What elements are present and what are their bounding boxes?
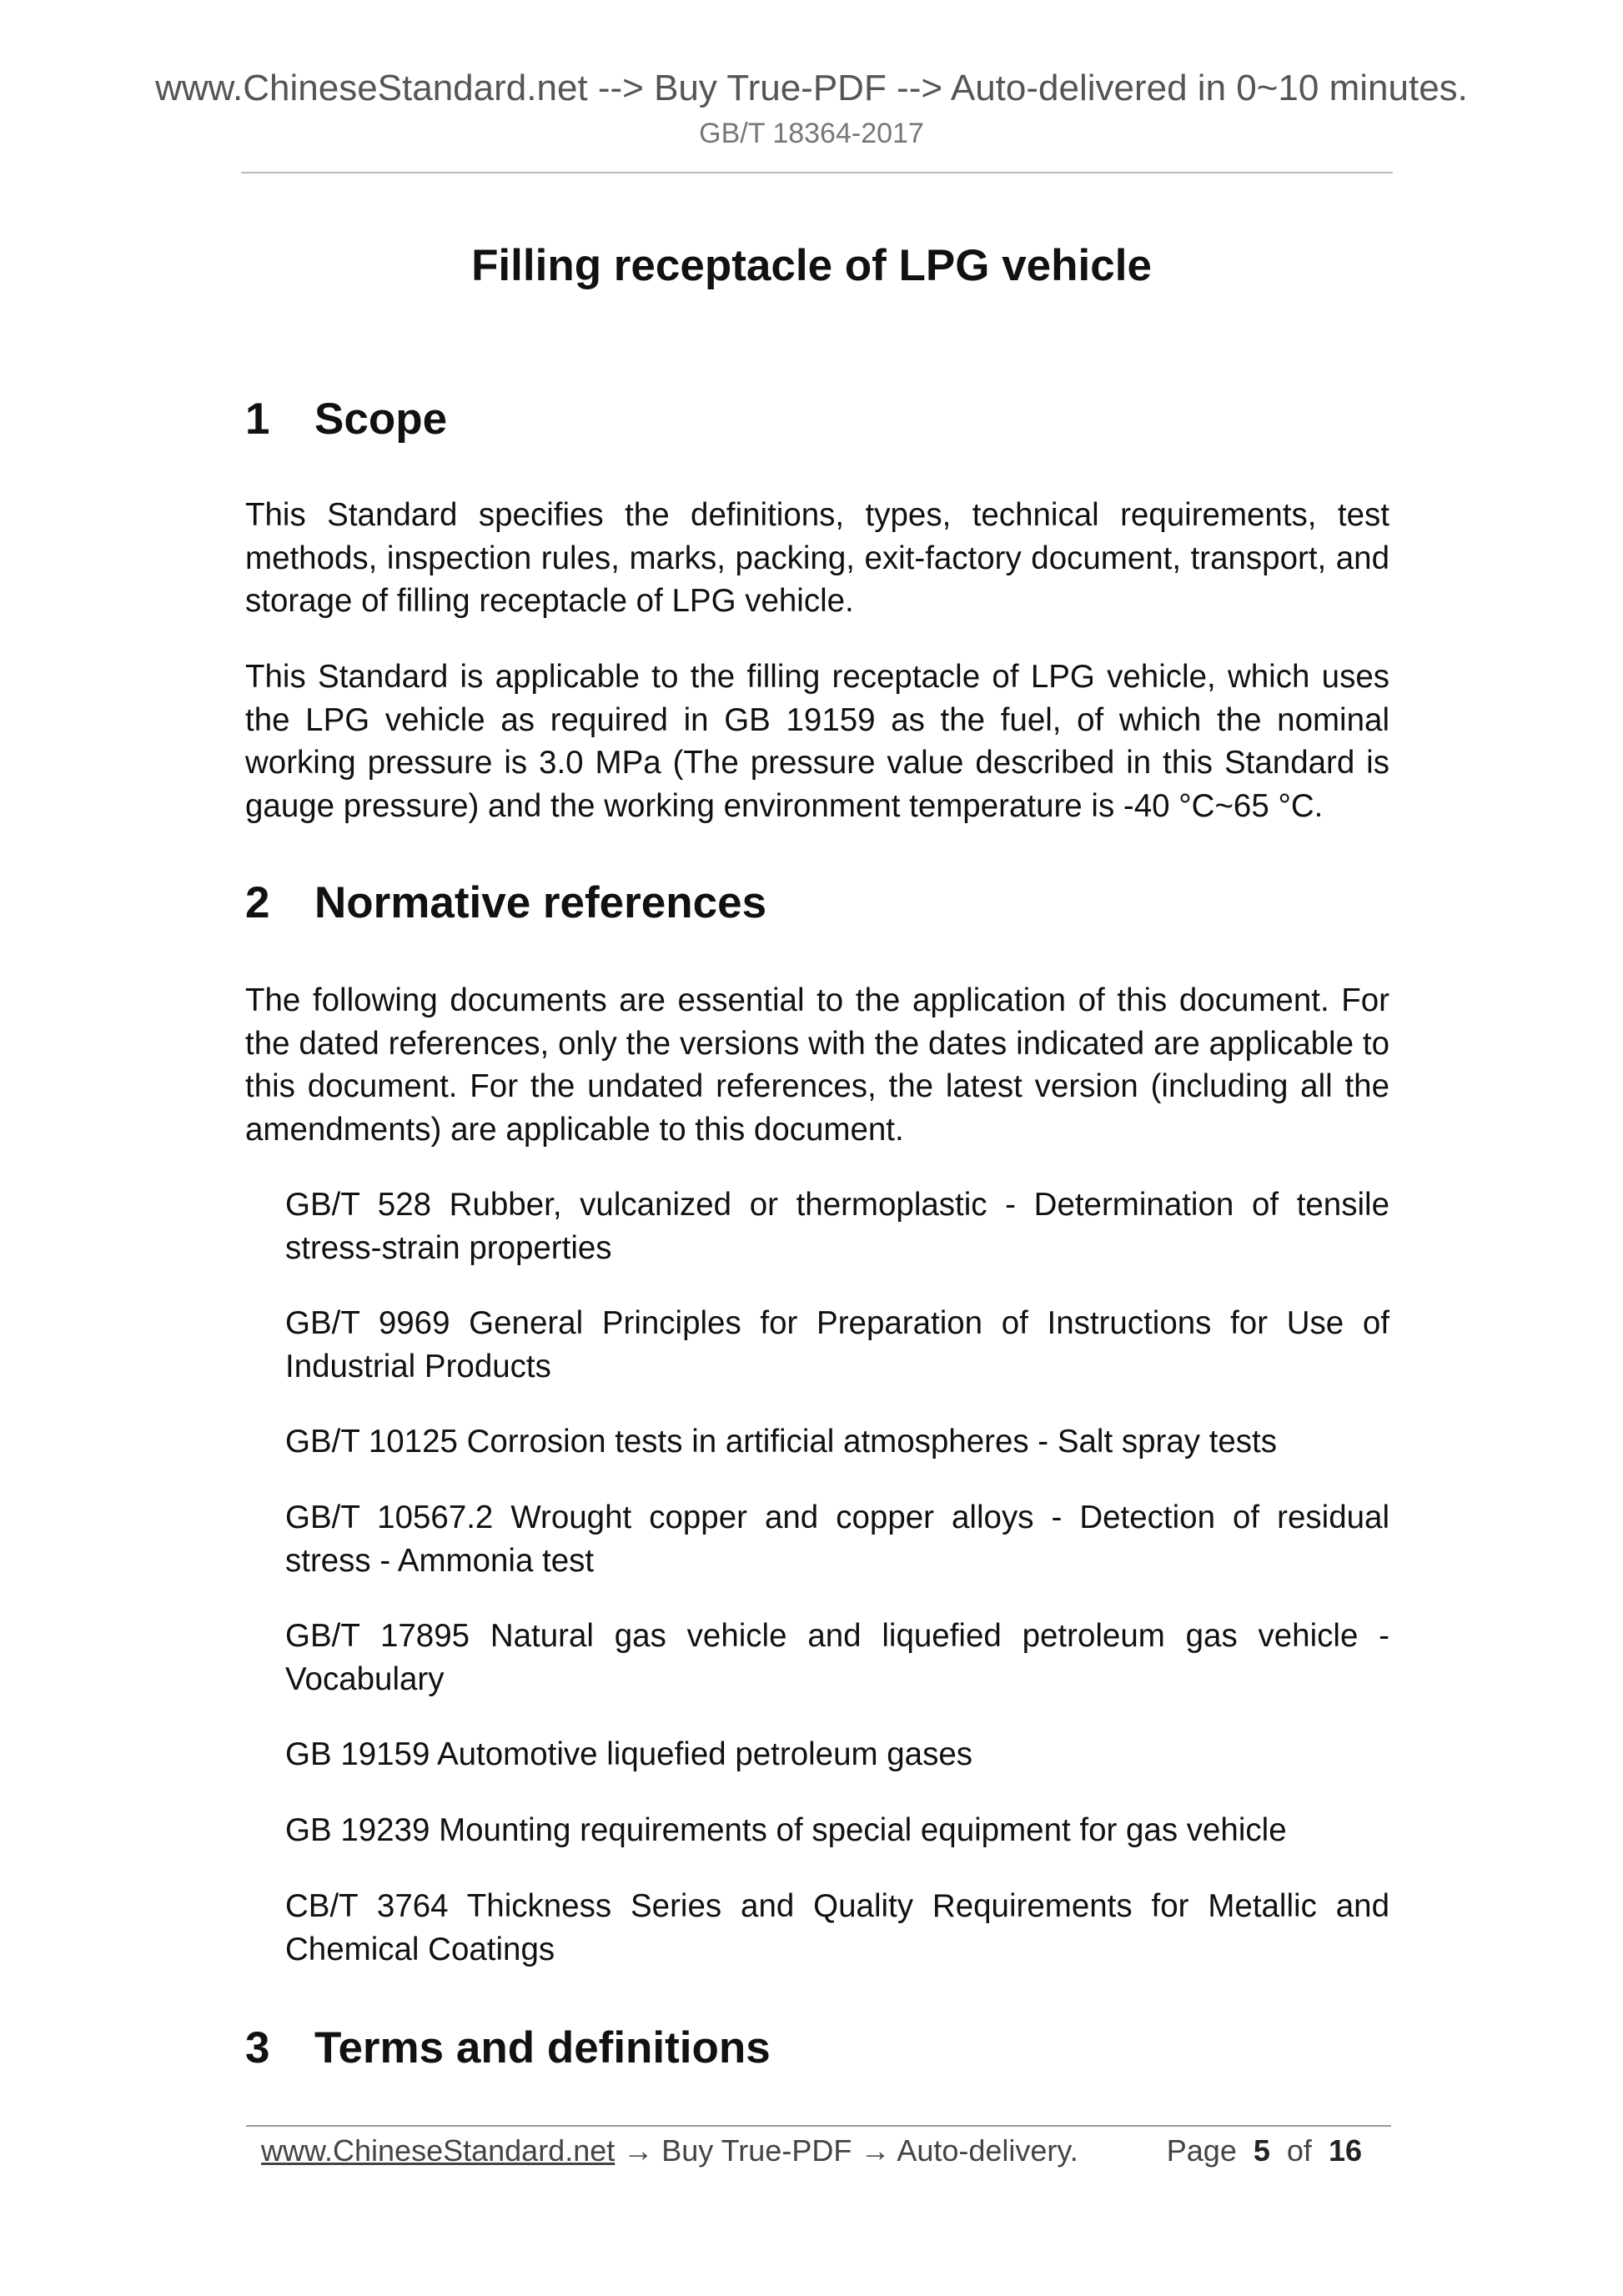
page-word: Page [1166,2133,1237,2168]
document-title: Filling receptacle of LPG vehicle [471,241,1152,290]
of-word: of [1286,2133,1312,2168]
section-title: Scope [314,394,448,444]
header-banner: www.ChineseStandard.net --> Buy True-PDF --> Auto-delivered in 0~10 minutes. [155,68,1468,108]
section-number: 1 [245,394,270,444]
header-doc-id: GB/T 18364-2017 [699,118,924,149]
reference-item: GB 19159 Automotive liquefied petroleum gases [285,1736,972,1772]
footer-buy-text: → Buy True-PDF → Auto-delivery. [615,2133,1078,2168]
reference-item: GB/T 528 Rubber, vulcanized or thermoplastic - Determination of tensile stress-strain properties [285,1187,1389,1266]
section-title: Normative references [314,878,767,927]
reference-item: GB/T 9969 General Principles for Preparation of Instructions for Use of Industrial Products [285,1305,1389,1384]
reference-item: CB/T 3764 Thickness Series and Quality Requirements for Metallic and Chemical Coatings [285,1888,1389,1967]
reference-item: GB/T 10125 Corrosion tests in artificial atmospheres - Salt spray tests [285,1424,1278,1459]
footer-divider [246,2125,1391,2127]
page-current: 5 [1253,2133,1270,2168]
section-number: 3 [245,2023,270,2072]
reference-item: GB 19239 Mounting requirements of special equipment for gas vehicle [285,1812,1287,1848]
reference-item: GB/T 17895 Natural gas vehicle and liquefied petroleum gas vehicle - Vocabulary [285,1618,1389,1697]
reference-item: GB/T 10567.2 Wrought copper and copper alloys - Detection of residual stress - Ammonia test [285,1500,1389,1579]
section-title: Terms and definitions [314,2023,771,2072]
header-divider [241,172,1393,173]
footer-link-group [261,2129,1078,2173]
section-heading-scope [245,390,447,449]
page-indicator [1167,2129,1362,2173]
page-footer [261,2129,1379,2173]
section-heading-normative-references [245,874,766,932]
page-total: 16 [1328,2133,1362,2168]
section-number: 2 [245,878,270,927]
references-intro-paragraph: The following documents are essential to the application of this document. For the dated references, only the versions with the dates indicated are applicable to this document. For the undated references, the latest version (including all the amendments) are applicable to this document. [245,982,1389,1148]
scope-paragraph-1: This Standard specifies the definitions, types, technical requirements, test methods, inspection rules, marks, packing, exit-factory document, transport, and storage of filling receptacle of LPG vehicle. [245,497,1389,619]
scope-paragraph-2: This Standard is applicable to the filling receptacle of LPG vehicle, which uses the LPG vehicle as required in GB 19159 as the fuel, of which the nominal working pressure is 3.0 MPa (The pressure value described in this Standard is gauge pressure) and the working environment temperature is -40 °C~65 °C. [245,659,1389,824]
section-heading-terms-definitions [245,2019,771,2077]
footer-site-link[interactable]: www.ChineseStandard.net [261,2133,616,2168]
